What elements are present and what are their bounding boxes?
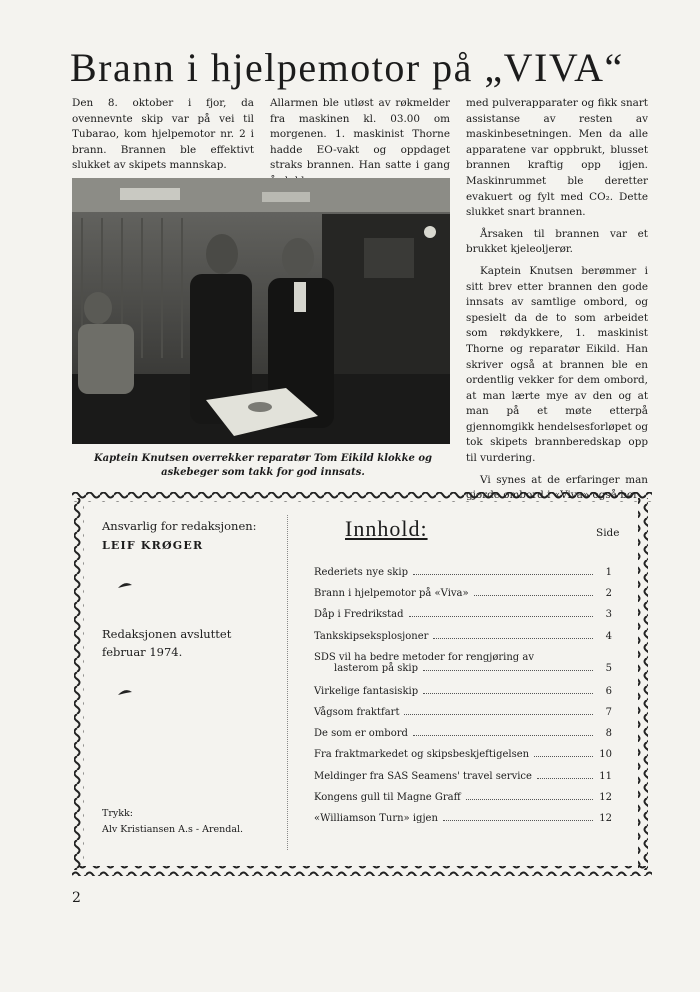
article-column-1 xyxy=(72,96,254,180)
article-paragraph: Allarmen ble utløst av røkmelder fra maskinen kl. 03.00 om morgenen. 1. maskinist Thorne hadde EO-vakt og oppdaget straks brannen. Han satte i gang xyxy=(270,97,450,172)
toc-entry[interactable] xyxy=(314,686,612,707)
toc-entry-title: Rederiets nye skip xyxy=(314,567,408,578)
responsible-label: Ansvarlig for redaksjonen: xyxy=(102,519,257,533)
photo-illustration xyxy=(72,178,450,444)
toc-leader-dots xyxy=(404,714,593,715)
toc-entry-page: 3 xyxy=(605,609,612,621)
closing-line-2: februar 1974. xyxy=(102,645,183,659)
toc-entry-page: 4 xyxy=(605,630,612,642)
toc-entry[interactable] xyxy=(314,652,612,686)
page-number: 2 xyxy=(72,890,81,906)
toc-side-label: Side xyxy=(596,527,620,539)
toc-entry-title: Virkelige fantasiskip xyxy=(314,685,419,697)
toc-entry-title: Tankskipseksplosjoner xyxy=(314,630,429,642)
article-headline: Brann i hjelpemotor på „VIVA“ xyxy=(70,45,624,90)
table-of-contents xyxy=(314,567,612,834)
toc-entry-page: 11 xyxy=(599,770,612,782)
toc-title: Innhold: xyxy=(345,516,428,541)
toc-entry[interactable] xyxy=(314,707,612,728)
toc-entry-title: Fra fraktmarkedet og skipsbeskjeftigelsen xyxy=(314,749,530,761)
toc-leader-dots xyxy=(413,574,593,575)
toc-leader-dots xyxy=(423,693,593,694)
article-paragraph: Årsaken til brannen var et brukket kjeleoljerør. xyxy=(466,227,648,256)
toc-leader-dots xyxy=(433,638,593,639)
toc-leader-dots xyxy=(443,820,593,821)
toc-entry-page: 1 xyxy=(605,567,612,578)
toc-entry-title: «Williamson Turn» igjen xyxy=(314,812,438,824)
print-label: Trykk: xyxy=(102,808,133,819)
ornament-icon xyxy=(118,578,132,594)
toc-leader-dots xyxy=(423,670,593,671)
toc-entry-title: Dåp i Fredrikstad xyxy=(314,609,404,621)
article-paragraph: Den 8. oktober i fjor, da ovennevnte skip var på vei til Tubarao, kom hjelpemotor nr. 2 i brann. Brannen ble effektivt slukket av skipets mannskap. xyxy=(72,97,254,172)
toc-leader-dots xyxy=(466,799,593,800)
article-photo xyxy=(72,178,450,444)
toc-entry[interactable] xyxy=(314,588,612,609)
toc-entry-page: 7 xyxy=(605,706,612,718)
toc-entry-page: 6 xyxy=(605,685,612,697)
toc-leader-dots xyxy=(474,595,593,596)
toc-entry[interactable] xyxy=(314,792,612,813)
toc-entry[interactable] xyxy=(314,567,612,588)
toc-entry-page: 8 xyxy=(605,728,612,740)
toc-leader-dots xyxy=(413,735,593,736)
photo-caption: Kaptein Knutsen overrekker reparatør Tom Eikild klokke og askebeger som takk for god innsats. xyxy=(93,453,433,478)
toc-entry[interactable] xyxy=(314,749,612,770)
toc-entry[interactable] xyxy=(314,771,612,792)
article-column-3 xyxy=(466,96,648,510)
printer-name: Alv Kristiansen A.s - Arendal. xyxy=(102,824,244,835)
toc-entry-title: Kongens gull til Magne Graff xyxy=(314,791,461,803)
toc-leader-dots xyxy=(534,756,593,757)
toc-entry-title: SDS vil ha bedre metoder for rengjøring av xyxy=(314,651,534,663)
toc-leader-dots xyxy=(537,778,593,779)
ornament-icon xyxy=(118,685,132,701)
toc-entry[interactable] xyxy=(314,728,612,749)
toc-entry-title-cont: lasterom på skip xyxy=(334,662,419,674)
toc-entry-title: Brann i hjelpemotor på «Viva» xyxy=(314,588,469,600)
toc-entry-page: 5 xyxy=(605,662,612,674)
toc-entry-page: 12 xyxy=(599,812,612,824)
closing-line-1: Redaksjonen avsluttet xyxy=(102,627,232,641)
toc-entry-title: De som er ombord xyxy=(314,728,408,740)
toc-entry[interactable] xyxy=(314,609,612,630)
toc-entry-page: 10 xyxy=(599,749,612,761)
box-divider xyxy=(287,515,288,850)
toc-leader-dots xyxy=(409,616,593,617)
editor-name: LEIF KRØGER xyxy=(102,539,204,552)
article-paragraph: med pulverapparater og fikk snart assistanse av resten av maskinbesetningen. Men da alle apparatene var oppbrukt, blusset brannen kraftig opp igjen. Maskinrummet ble deretter evakuert og fylt med CO₂. Dette slukket snart brannen. xyxy=(466,97,648,219)
toc-entry-title: Meldinger fra SAS Seamens' travel service xyxy=(314,770,532,782)
toc-entry-title: Vågsom fraktfart xyxy=(314,706,400,718)
toc-entry-page: 2 xyxy=(605,588,612,600)
toc-entry-page: 12 xyxy=(599,791,612,803)
toc-entry[interactable] xyxy=(314,631,612,652)
toc-entry[interactable] xyxy=(314,813,612,834)
article-paragraph: Kaptein Knutsen berømmer i sitt brev etter brannen den gode innsats av samtlige ombord, og spesielt da de to som arbeidet som røkdykkere, 1. maskinist Thorne og reparatør Eikild. Han skriver også at brannen ble en ordentlig vekker for dem ombord, at man lærte mye av den og at man på et møte etterpå gjennomgikk hendelsesforløpet og tok skipets brannberedskap opp til vurdering. xyxy=(466,264,648,465)
article-paragraph: Vi synes at de erfaringer man xyxy=(480,473,648,486)
